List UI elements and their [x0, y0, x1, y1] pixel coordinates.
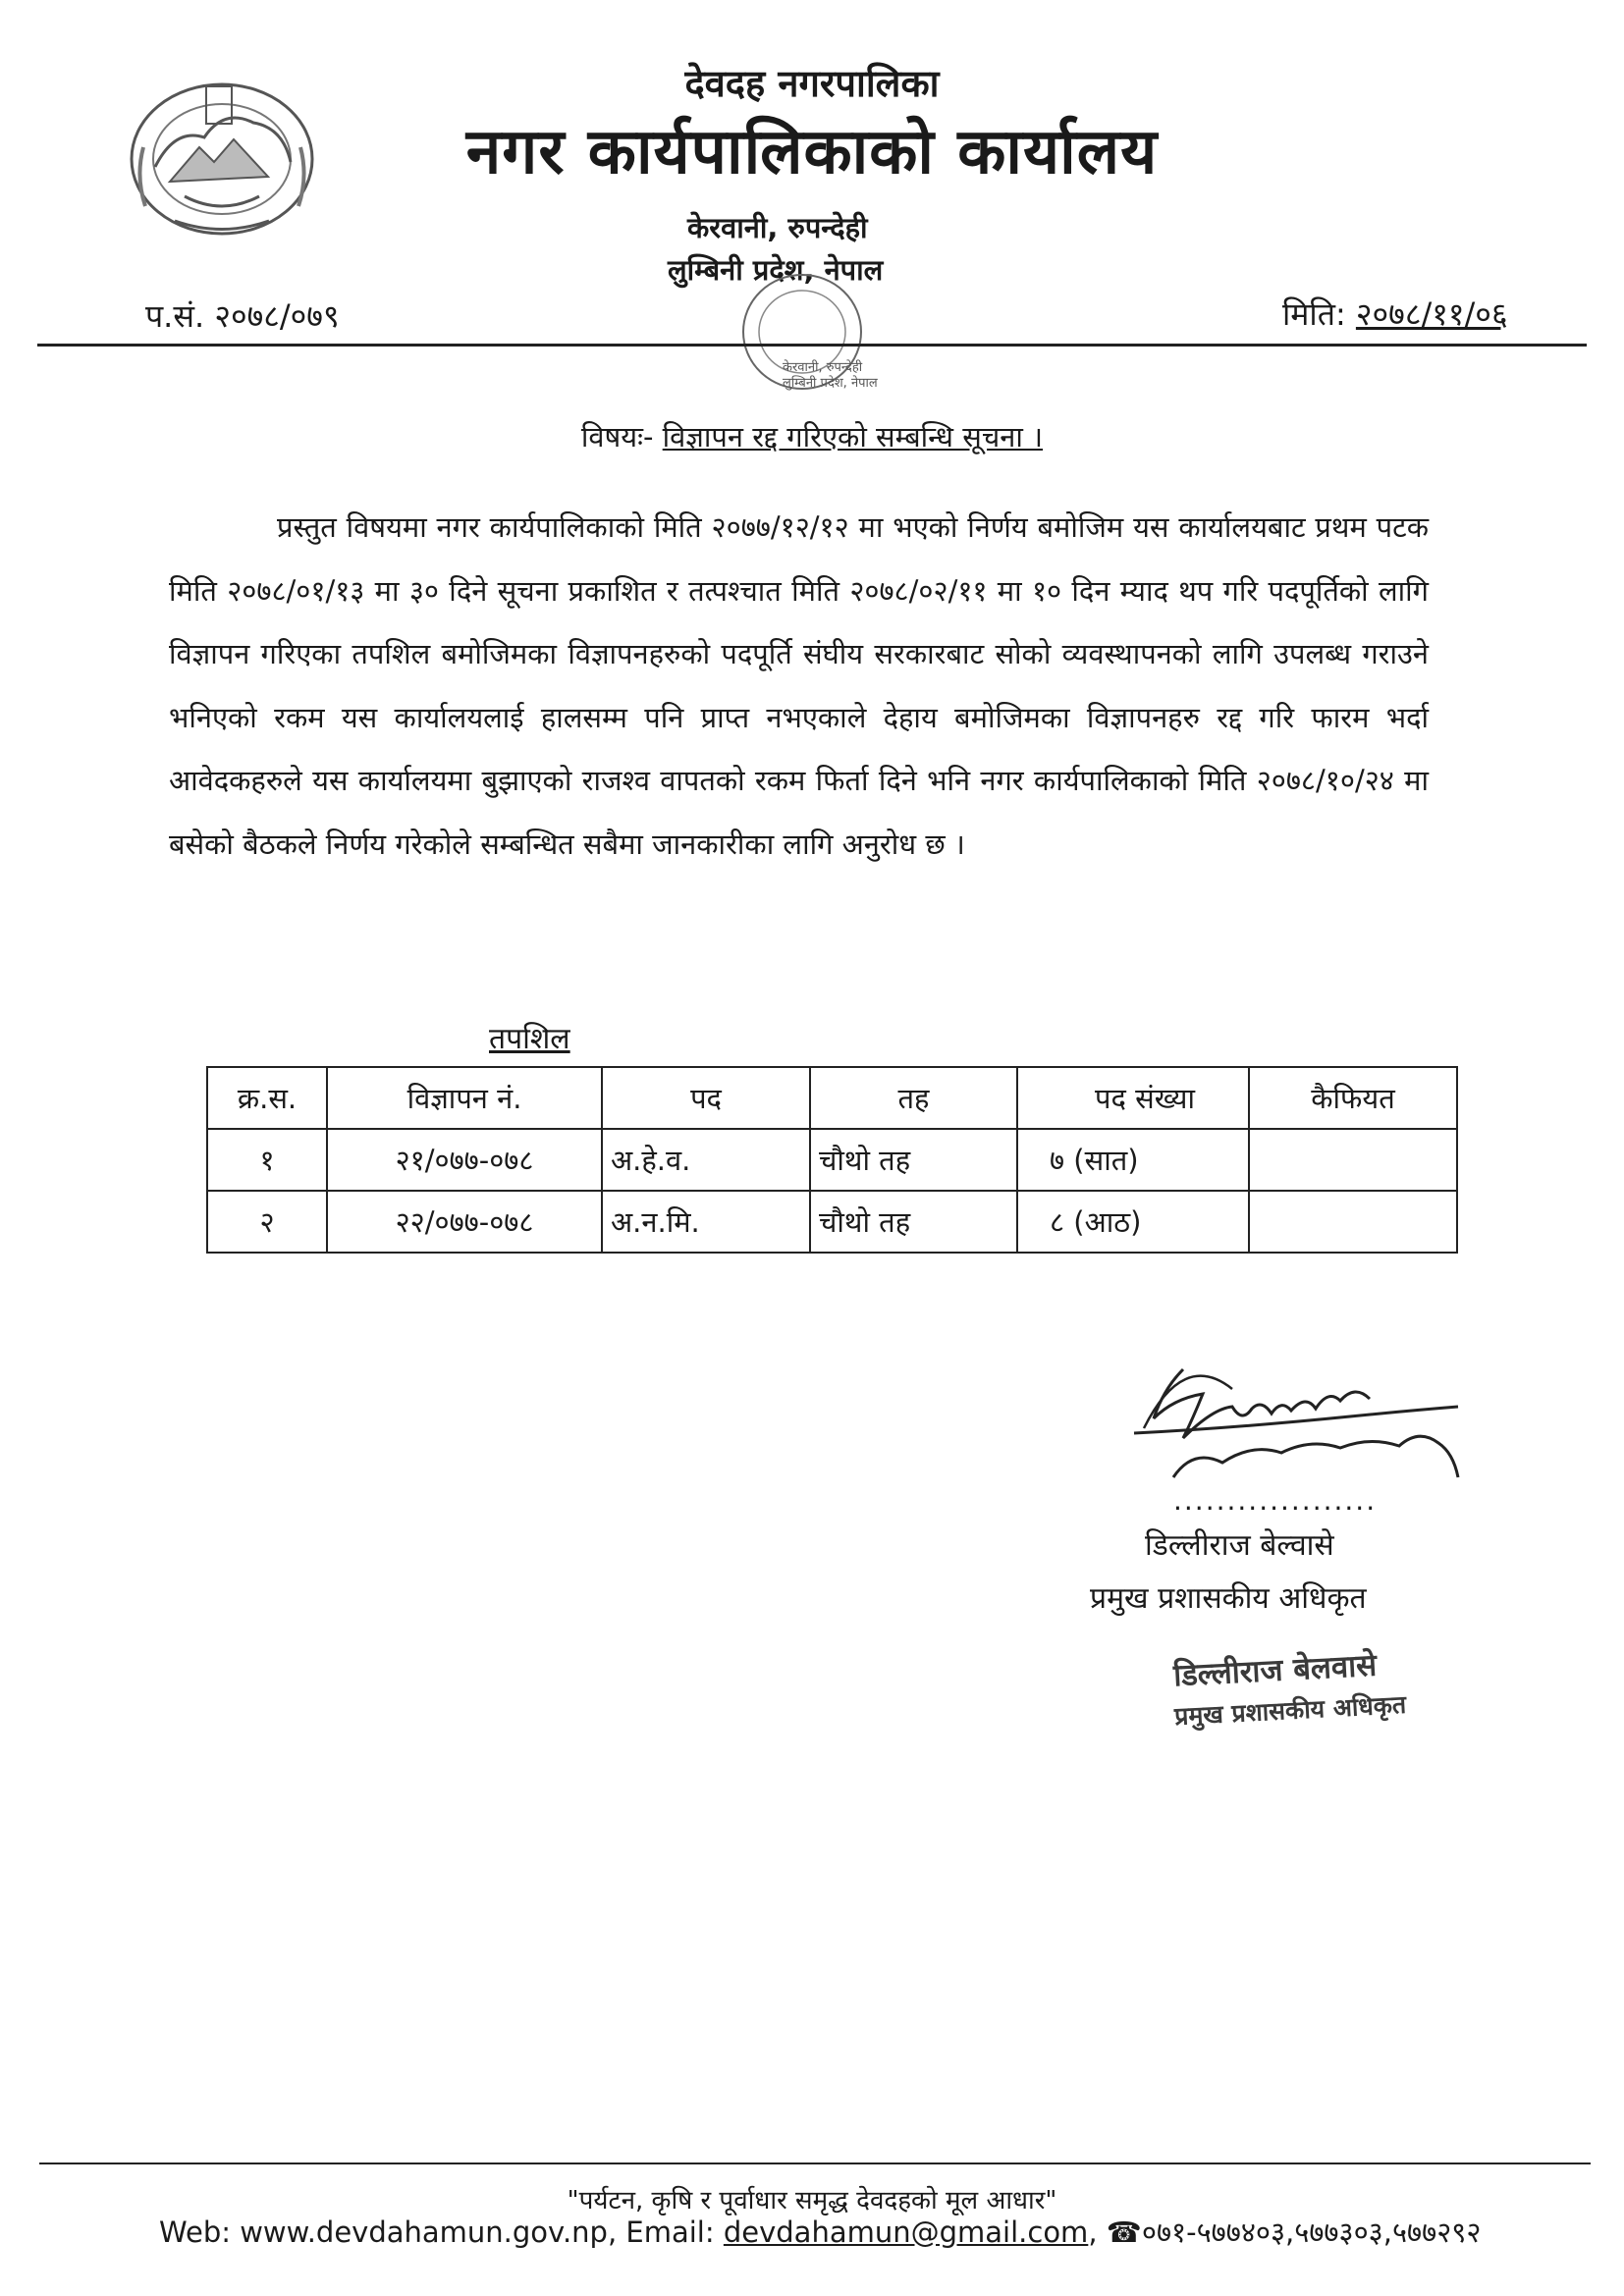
cell-remarks: [1249, 1191, 1457, 1253]
header-post: पद: [602, 1067, 810, 1129]
header-ad-number: विज्ञापन नं.: [327, 1067, 602, 1129]
cell-post: अ.न.मि.: [602, 1191, 810, 1253]
header-post-count: पद संख्या: [1017, 1067, 1249, 1129]
footer-contact: [159, 2213, 1481, 2251]
signer-title: प्रमुख प्रशासकीय अधिकृत: [1090, 1581, 1367, 1616]
footer-phone: , ☎०७१-५७७४०३,५७७३०३,५७७२९२: [1088, 2216, 1482, 2249]
footer-email: devdahamun@gmail.com: [723, 2216, 1089, 2249]
cell-serial: २: [207, 1191, 327, 1253]
table-row: [207, 1191, 1457, 1253]
signature-dots: ...................: [1173, 1484, 1378, 1517]
cell-ad-number: २१/०७७-०७८: [327, 1129, 602, 1191]
seal-text-1: केरवानी, रुपन्देही: [783, 360, 863, 375]
signature-stamp-name: डिल्लीराज बेलवासे: [1172, 1647, 1378, 1694]
cell-serial: १: [207, 1129, 327, 1191]
cell-level: चौथो तह: [810, 1129, 1017, 1191]
office-title: नगर कार्यपालिकाको कार्यालय: [465, 116, 1159, 188]
cell-post-count: ७ (सात): [1017, 1129, 1249, 1191]
handwritten-signature: [1114, 1330, 1488, 1502]
signature-stamp-title: प्रमुख प्रशासकीय अधिकृत: [1173, 1689, 1407, 1732]
cell-level: चौथो तह: [810, 1191, 1017, 1253]
address-line-2: लुम्बिनी प्रदेश, नेपाल: [668, 253, 884, 287]
cell-post-count: ८ (आठ): [1017, 1191, 1249, 1253]
municipality-name: देवदह नगरपालिका: [684, 62, 940, 105]
header-remarks: कैफियत: [1249, 1067, 1457, 1129]
header-serial: क्र.स.: [207, 1067, 327, 1129]
header-level: तह: [810, 1067, 1017, 1129]
cell-ad-number: २२/०७७-०७८: [327, 1191, 602, 1253]
footer-web: Web: www.devdahamun.gov.np, Email:: [159, 2216, 724, 2249]
date-value: २०७८/११/०६: [1355, 295, 1508, 333]
subject-label: विषयः-: [580, 420, 663, 454]
address-line-1: केरवानी, रुपन्देही: [687, 211, 868, 244]
seal-text-2: लुम्बिनी प्रदेश, नेपाल: [783, 376, 878, 391]
cell-post: अ.हे.व.: [602, 1129, 810, 1191]
table-row: [207, 1129, 1457, 1191]
footer-slogan: "पर्यटन, कृषि र पूर्वाधार समृद्ध देवदहको मूल आधार": [567, 2186, 1057, 2216]
subject-text: विज्ञापन रद्द गरिएको सम्बन्धि सूचना ।: [662, 420, 1044, 454]
details-title: तपशिल: [489, 1022, 570, 1056]
header-divider: [37, 344, 1587, 347]
date-label: मिति:: [1282, 295, 1356, 333]
table-header-row: [207, 1067, 1457, 1129]
footer-divider: [39, 2163, 1591, 2164]
reference-number: प.सं. २०७८/०७९: [145, 297, 340, 335]
office-seal-stamp: [689, 263, 915, 410]
notice-body: प्रस्तुत विषयमा नगर कार्यपालिकाको मिति २०७७/१२/१२ मा भएको निर्णय बमोजिम यस कार्यालयबाट प्रथम पटक मिति २०७८/०१/१३ मा ३० दिने सूचना प्रकाशित र तत्पश्चात मिति २०७८/०२/११ मा १० दिन म्याद थप गरि पदपूर्तिको लागि विज्ञापन गरिएका तपशिल बमोजिमका विज्ञापनहरुको पदपूर्ति संघीय सरकारबाट सोको व्यवस्थापनको लागि उपलब्ध गराउने भनिएको रकम यस कार्यालयलाई हालसम्म पनि प्राप्त नभएकाले देहाय बमोजिमका विज्ञापनहरु रद्द गरि फारम भर्दा आवेदकहरुले यस कार्यालयमा बुझाएको राजश्व वापतको रकम फिर्ता दिने भनि नगर कार्यपालिकाको मिति २०७८/१०/२४ मा बसेको बैठकले निर्णय गरेकोले सम्बन्धित सबैमा जानकारीका लागि अनुरोध छ ।: [169, 510, 1429, 861]
subject-line: [0, 417, 1624, 455]
signer-name: डिल्लीराज बेल्वासे: [1145, 1528, 1334, 1563]
issue-date: [1282, 293, 1508, 335]
cell-remarks: [1249, 1129, 1457, 1191]
vacancy-table: [206, 1066, 1458, 1254]
